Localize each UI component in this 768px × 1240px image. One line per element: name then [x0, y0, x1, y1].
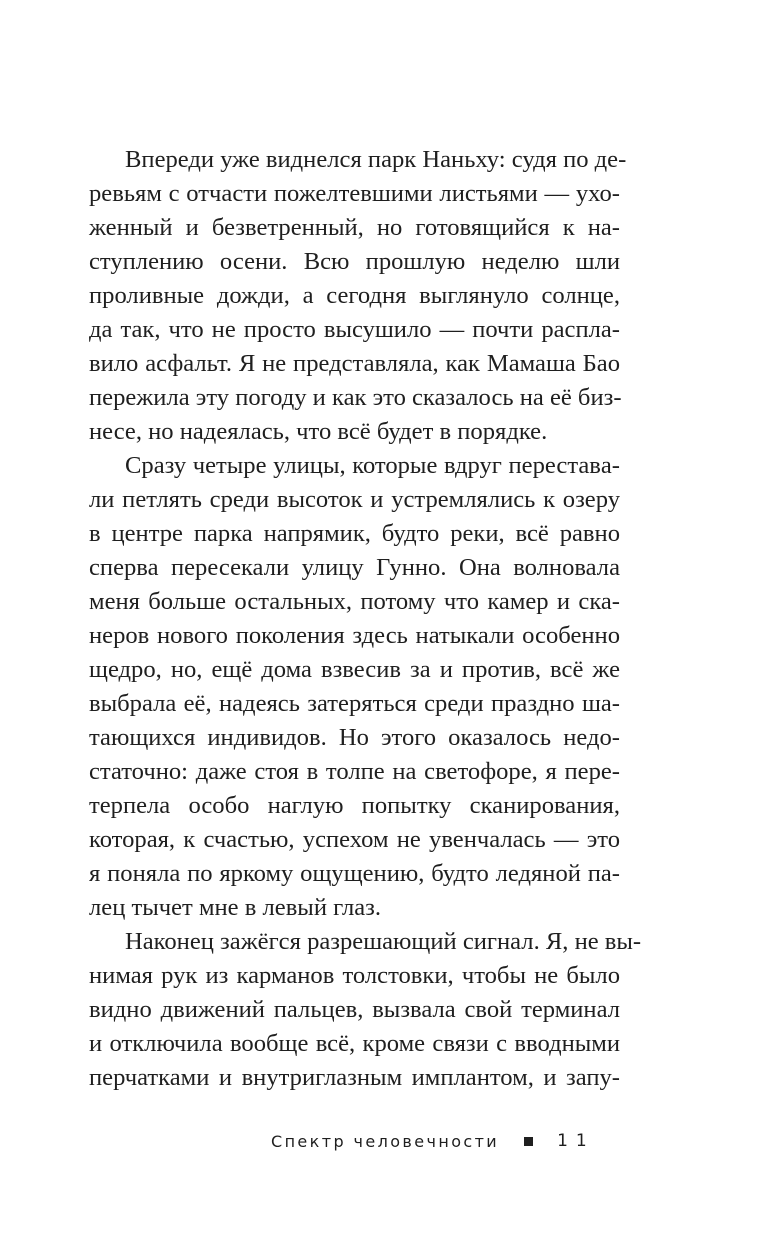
text-line: тающихся индивидов. Но этого оказалось недо-: [89, 724, 620, 751]
text-line: которая, к счастью, успехом не увенчалась — это: [89, 826, 620, 853]
text-line: ли петлять среди высоток и устремлялись к озеру: [89, 486, 620, 513]
text-line: сперва пересекали улицу Гунно. Она волновала: [89, 554, 620, 581]
text-line: несе, но надеялась, что всё будет в порядке.: [89, 418, 548, 445]
text-line: пережила эту погоду и как это сказалось на её биз-: [89, 384, 622, 411]
text-line: я поняла по яркому ощущению, будто ледяной па-: [89, 860, 620, 887]
running-footer: [271, 1124, 595, 1158]
text-line: Наконец зажёгся разрешающий сигнал. Я, не вы-: [125, 928, 642, 955]
text-line: меня больше остальных, потому что камер и ска-: [89, 588, 620, 615]
text-line: да так, что не просто высушило — почти распла-: [89, 316, 620, 343]
text-line: неров нового поколения здесь натыкали особенно: [89, 622, 620, 649]
text-line: и отключила вообще всё, кроме связи с вводными: [89, 1030, 620, 1057]
book-title: Спектр человечности: [271, 1131, 500, 1151]
text-line: в центре парка напрямик, будто реки, всё равно: [89, 520, 620, 547]
text-line: нимая рук из карманов толстовки, чтобы не было: [89, 962, 620, 989]
text-line: щедро, но, ещё дома взвесив за и против, всё же: [89, 656, 620, 683]
text-line: видно движений пальцев, вызвала свой терминал: [89, 996, 620, 1023]
text-line: терпела особо наглую попытку сканирования,: [89, 792, 620, 819]
text-line: Сразу четыре улицы, которые вдруг переставa-: [125, 452, 620, 479]
text-line: статочно: даже стоя в толпе на светофоре, я пере-: [89, 758, 620, 785]
square-bullet-icon: [524, 1137, 533, 1146]
text-line: ревьям с отчасти пожелтевшими листьями — ухо-: [89, 180, 620, 207]
text-line: проливные дожди, а сегодня выглянуло солнце,: [89, 282, 620, 309]
text-line: перчатками и внутриглазным имплантом, и запу-: [89, 1064, 620, 1091]
text-line: вило асфальт. Я не представляла, как Мамаша Бао: [89, 350, 620, 377]
text-line: выбрала её, надеясь затеряться среди праздно ша-: [89, 690, 620, 717]
text-line: женный и безветренный, но готовящийся к на-: [89, 214, 620, 241]
text-line: лец тычет мне в левый глаз.: [89, 894, 382, 921]
text-line: Впереди уже виднелся парк Наньху: судя по де-: [125, 146, 627, 173]
page-number: 11: [557, 1131, 595, 1151]
text-line: ступлению осени. Всю прошлую неделю шли: [89, 248, 620, 275]
